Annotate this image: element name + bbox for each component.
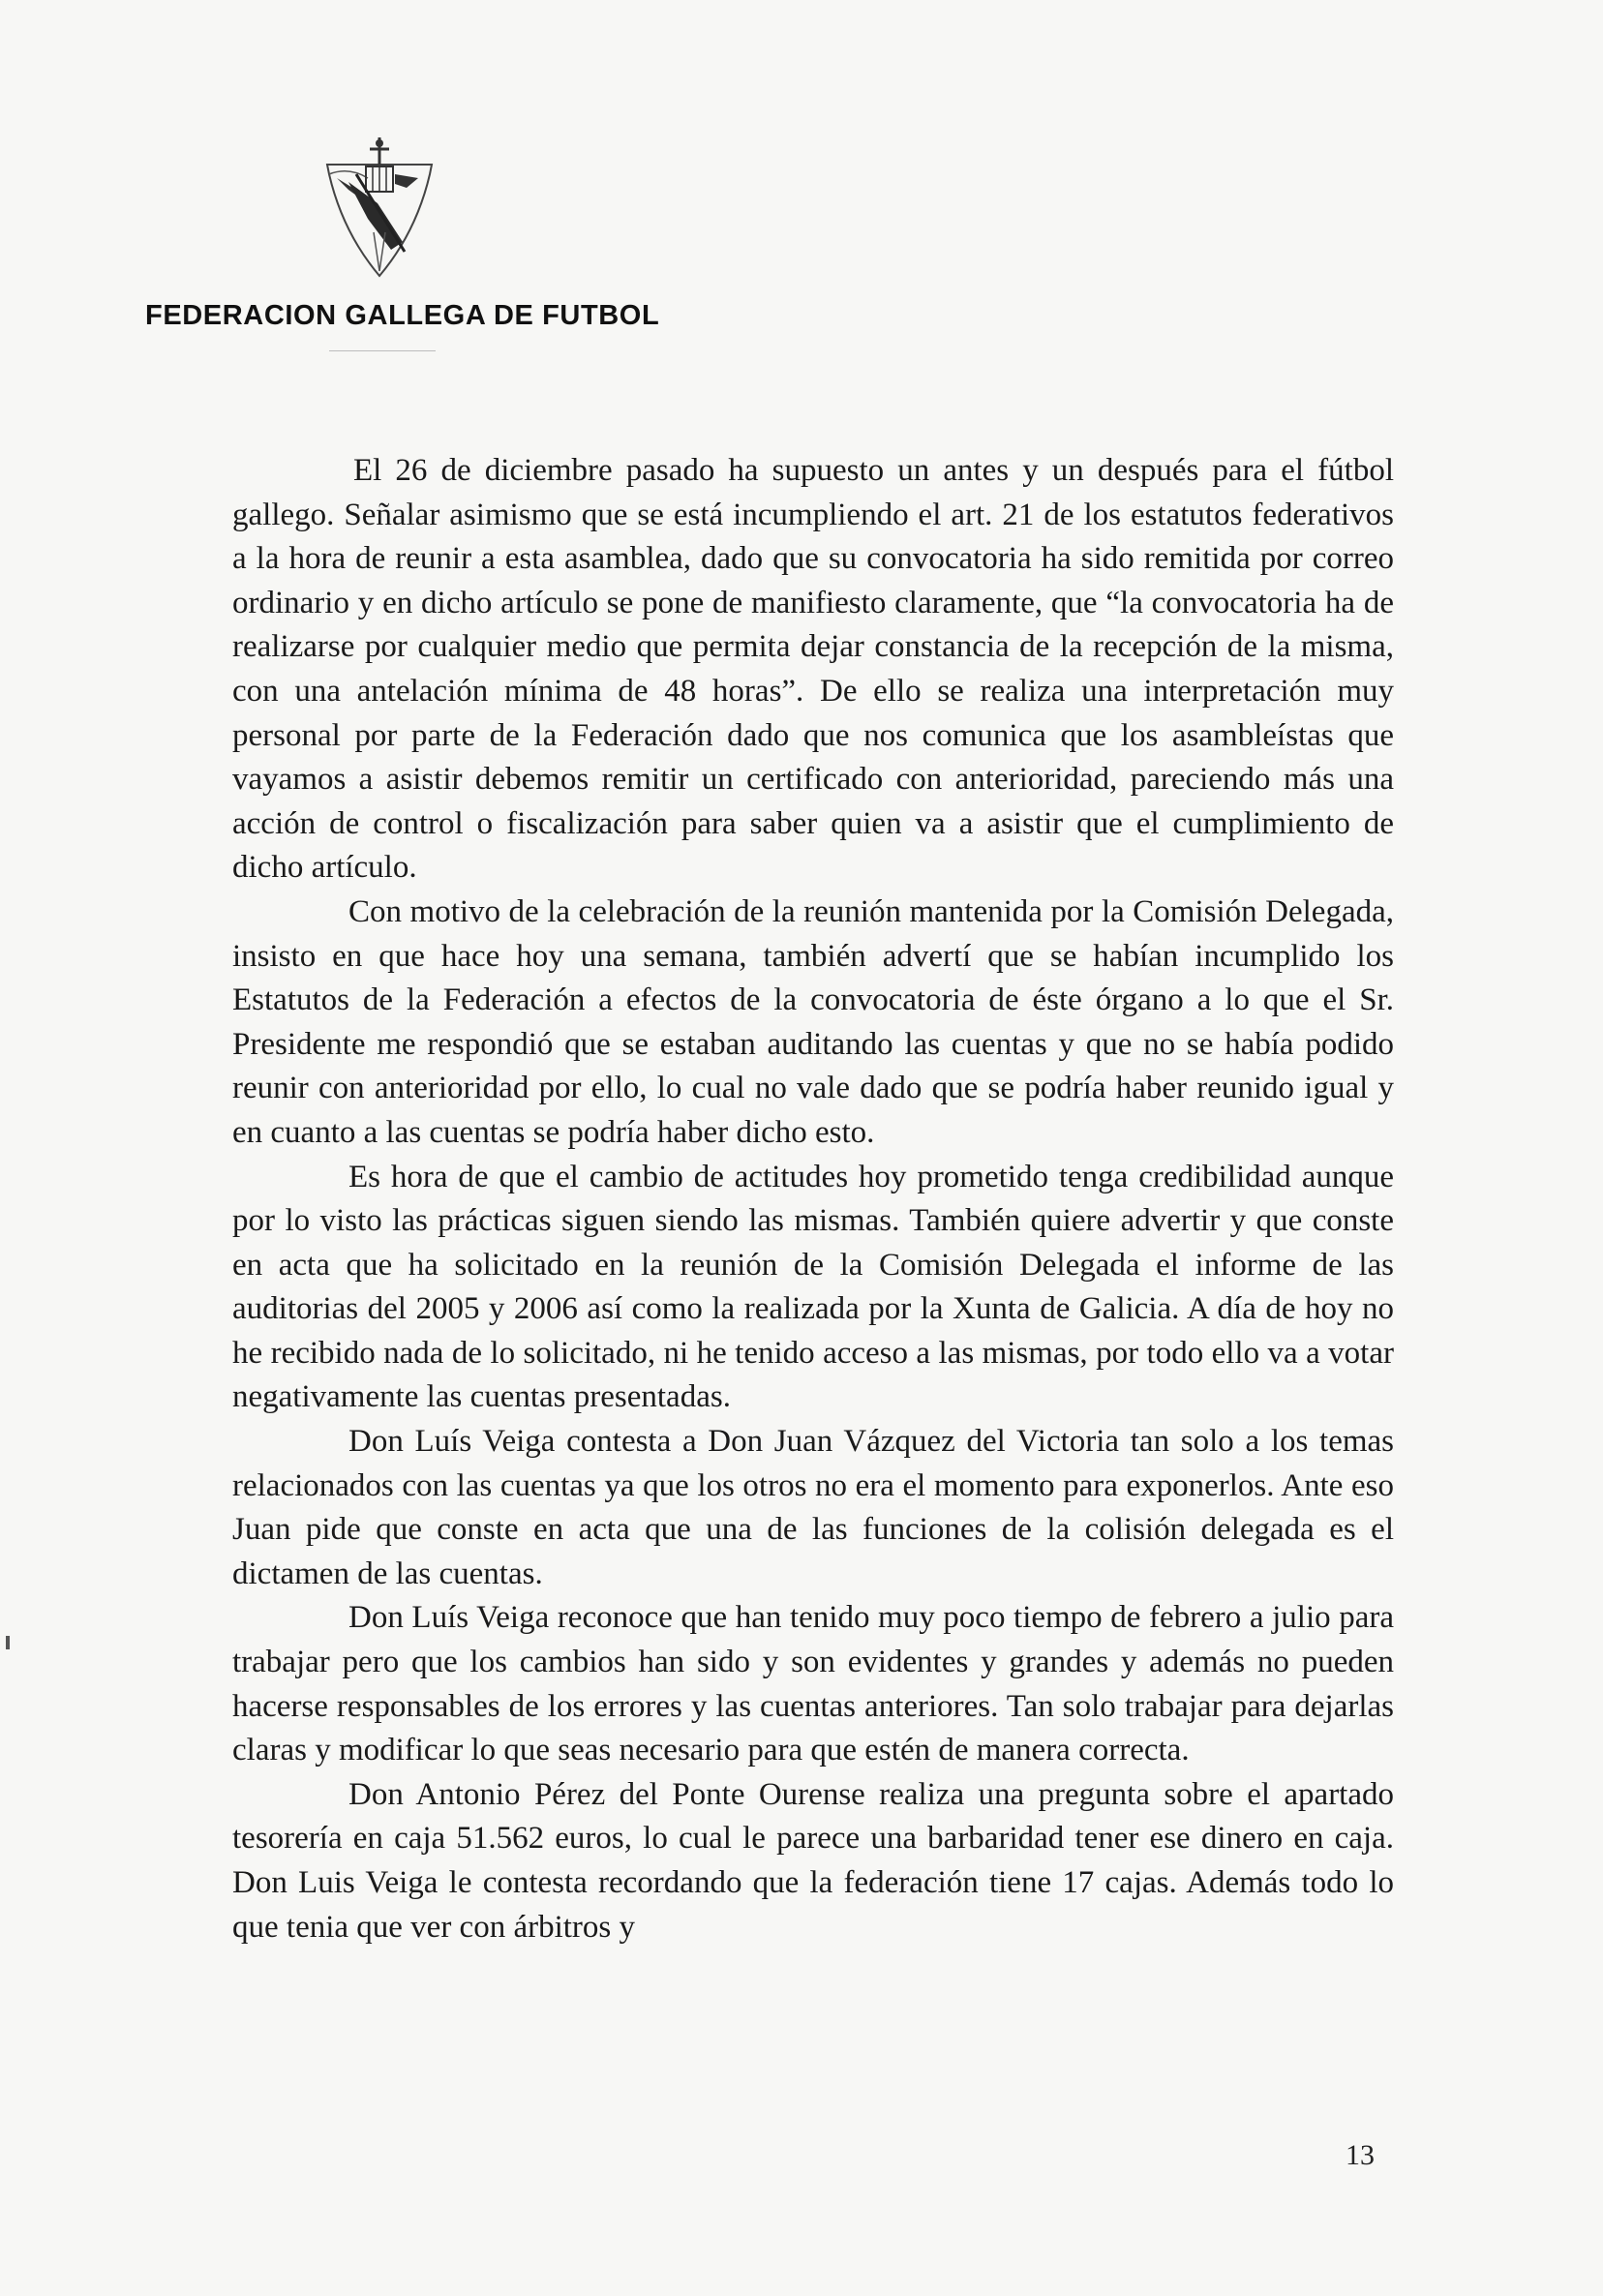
- paragraph: Don Antonio Pérez del Ponte Ourense realiza una pregunta sobre el apartado tesorería en caja 51.562 euros, lo cual le parece una barbaridad tener ese dinero en caja. Don Luis Veiga le contesta recordando que la federación tiene 17 cajas. Además todo lo que tenia que ver con árbitros y: [232, 1776, 1394, 1945]
- paragraph: Es hora de que el cambio de actitudes hoy prometido tenga credibilidad aunque por lo visto las prácticas siguen siendo las mismas. También quiere advertir y que conste en acta que ha solicitado en la reunión de la Comisión Delegada el informe de las auditorias del 2005 y 2006 así como la realizada por la Xunta de Galicia. A día de hoy no he recibido nada de lo solicitado, ni he tenido acceso a las mismas, por todo ello va a votar negativamente las cuentas presentadas.: [232, 1159, 1394, 1415]
- paragraph: Don Luís Veiga contesta a Don Juan Vázquez del Victoria tan solo a los temas relacionados con las cuentas ya que los otros no era el momento para exponerlos. Ante eso Juan pide que conste en acta que una de las funciones de la colisión delegada es el dictamen de las cuentas.: [232, 1424, 1394, 1591]
- paragraph: Don Luís Veiga reconoce que han tenido muy poco tiempo de febrero a julio para trabajar pero que los cambios han sido y son evidentes y grandes y además no pueden hacerse responsables de los errores y las cuentas anteriores. Tan solo trabajar para dejarlas claras y modificar lo que seas necesario para que estén de manera correcta.: [232, 1600, 1394, 1768]
- paragraph: Con motivo de la celebración de la reunión mantenida por la Comisión Delegada, insisto en que hace hoy una semana, también advertí que se habían incumplido los Estatutos de la Federación a efectos de la convocatoria de éste órgano a lo que el Sr. Presidente me respondió que se estaban auditando las cuentas y que no se había podido reunir con anterioridad por ello, lo cual no vale dado que se podría haber reunido igual y en cuanto a las cuentas se podría haber dicho esto.: [232, 893, 1394, 1150]
- paragraph: El 26 de diciembre pasado ha supuesto un antes y un después para el fútbol gallego. Señalar asimismo que se está incumpliendo el art. 21 de los estatutos federativos a la hora de reunir a esta asamblea, dado que su convocatoria ha sido remitida por correo ordinario y en dicho artículo se pone de manifiesto claramente, que “la convocatoria ha de realizarse por cualquier medio que permita dejar constancia de la recepción de la misma, con una antelación mínima de 48 horas”. De ello se realiza una interpretación muy personal por parte de la Federación dado que nos comunica que los asambleístas que vayamos a asistir debemos remitir un certificado con anterioridad, pareciendo más una acción de control o fiscalización para saber quien va a asistir que el cumplimiento de dicho artículo.: [232, 453, 1394, 886]
- scan-margin-mark: [6, 1636, 10, 1649]
- federation-crest-logo: [310, 136, 449, 281]
- organization-name: FEDERACION GALLEGA DE FUTBOL: [145, 300, 660, 331]
- page-number: 13: [1346, 2139, 1375, 2171]
- header-divider: [329, 350, 436, 351]
- document-body: [232, 449, 1394, 1949]
